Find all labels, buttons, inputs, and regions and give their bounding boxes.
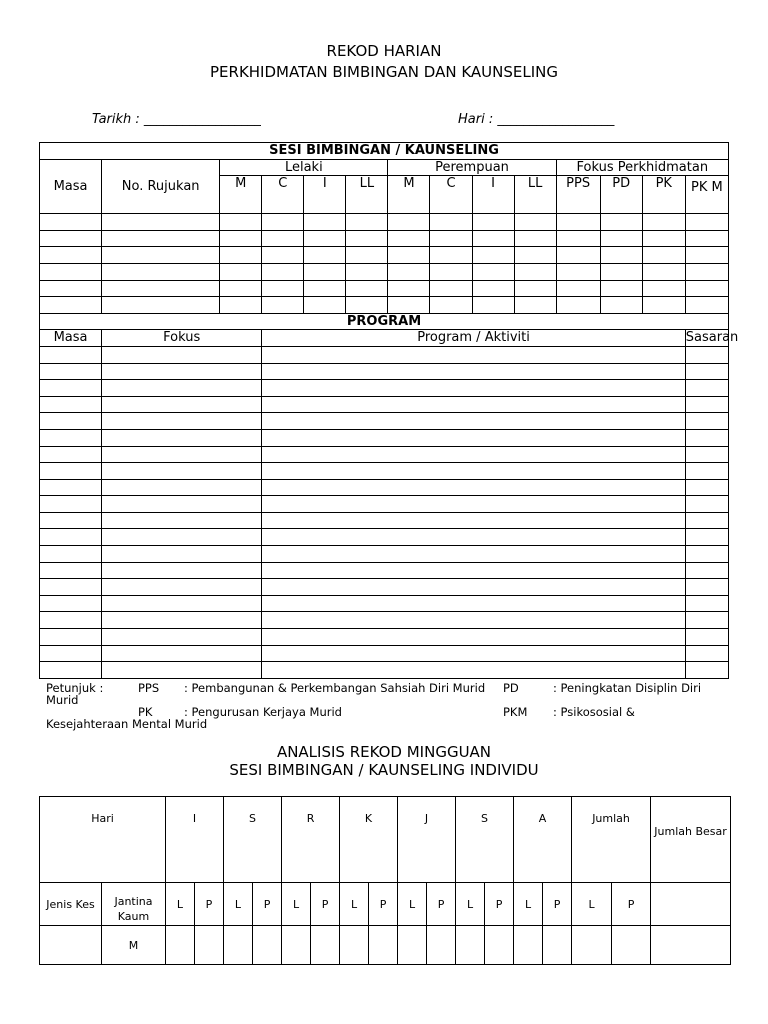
entry-cell[interactable] bbox=[685, 463, 728, 480]
entry-cell[interactable] bbox=[304, 297, 346, 314]
entry-cell[interactable] bbox=[388, 297, 430, 314]
entry-cell[interactable] bbox=[40, 214, 102, 231]
entry-cell[interactable] bbox=[514, 214, 556, 231]
day-header: S bbox=[456, 797, 514, 883]
entry-cell[interactable] bbox=[685, 297, 728, 314]
entry-cell[interactable] bbox=[685, 363, 728, 380]
program-row bbox=[40, 662, 729, 679]
entry-cell[interactable] bbox=[346, 280, 388, 297]
entry-cell[interactable] bbox=[430, 214, 472, 231]
entry-cell[interactable] bbox=[262, 247, 304, 264]
entry-cell[interactable] bbox=[304, 280, 346, 297]
entry-cell[interactable] bbox=[40, 396, 102, 413]
entry-cell[interactable] bbox=[340, 926, 369, 965]
entry-cell[interactable] bbox=[262, 230, 304, 247]
entry-cell[interactable] bbox=[40, 662, 102, 679]
entry-cell[interactable] bbox=[685, 230, 728, 247]
entry-cell[interactable] bbox=[102, 629, 262, 646]
entry-cell[interactable] bbox=[685, 446, 728, 463]
entry-cell[interactable] bbox=[262, 512, 686, 529]
entry-cell[interactable] bbox=[430, 280, 472, 297]
entry-cell[interactable] bbox=[388, 214, 430, 231]
gender-l: L bbox=[514, 883, 543, 926]
day-header: S bbox=[224, 797, 282, 883]
entry-cell[interactable] bbox=[514, 230, 556, 247]
entry-cell[interactable] bbox=[600, 230, 642, 247]
gender-p: P bbox=[485, 883, 514, 926]
entry-cell[interactable] bbox=[220, 214, 262, 231]
entry-cell[interactable] bbox=[685, 263, 728, 280]
entry-cell[interactable] bbox=[102, 529, 262, 546]
sub-header: M bbox=[220, 176, 262, 214]
entry-cell[interactable] bbox=[262, 280, 304, 297]
entry-cell[interactable] bbox=[685, 496, 728, 513]
entry-cell[interactable] bbox=[685, 479, 728, 496]
entry-cell[interactable] bbox=[556, 280, 600, 297]
entry-cell[interactable] bbox=[262, 595, 686, 612]
program-row bbox=[40, 363, 729, 380]
jenis-kes-header: Jenis Kes bbox=[40, 883, 102, 926]
entry-cell[interactable] bbox=[102, 579, 262, 596]
program-row bbox=[40, 579, 729, 596]
petunjuk-label: Petunjuk : bbox=[46, 681, 104, 695]
entry-cell[interactable] bbox=[262, 529, 686, 546]
entry-cell[interactable] bbox=[220, 247, 262, 264]
entry-cell[interactable] bbox=[102, 562, 262, 579]
entry-cell[interactable] bbox=[40, 562, 102, 579]
entry-cell[interactable] bbox=[685, 429, 728, 446]
entry-cell[interactable] bbox=[102, 380, 262, 397]
entry-cell[interactable] bbox=[612, 926, 651, 965]
entry-cell[interactable] bbox=[102, 662, 262, 679]
hari-header: Hari bbox=[40, 797, 166, 883]
weekly-analysis-table bbox=[39, 796, 731, 965]
entry-cell[interactable] bbox=[346, 297, 388, 314]
entry-cell[interactable] bbox=[556, 230, 600, 247]
perempuan-header: Perempuan bbox=[388, 159, 556, 176]
entry-cell[interactable] bbox=[102, 346, 262, 363]
legend-desc: : Pengurusan Kerjaya Murid bbox=[184, 705, 342, 719]
legend-desc: : Psikososial & bbox=[553, 705, 635, 719]
entry-cell[interactable] bbox=[485, 926, 514, 965]
program-row bbox=[40, 496, 729, 513]
entry-cell[interactable] bbox=[102, 479, 262, 496]
entry-cell[interactable] bbox=[427, 926, 456, 965]
sub-header: PK bbox=[642, 176, 685, 214]
entry-cell[interactable] bbox=[262, 363, 686, 380]
program-row bbox=[40, 346, 729, 363]
entry-cell[interactable] bbox=[102, 363, 262, 380]
program-row bbox=[40, 463, 729, 480]
entry-cell[interactable] bbox=[40, 496, 102, 513]
entry-cell[interactable] bbox=[166, 926, 195, 965]
entry-cell[interactable] bbox=[224, 926, 253, 965]
program-row bbox=[40, 612, 729, 629]
entry-cell[interactable] bbox=[262, 380, 686, 397]
entry-cell[interactable] bbox=[262, 413, 686, 430]
entry-cell[interactable] bbox=[40, 546, 102, 563]
kaum-label: Kaum bbox=[117, 909, 150, 923]
sesi-row bbox=[40, 247, 729, 264]
entry-cell[interactable] bbox=[220, 230, 262, 247]
entry-cell[interactable] bbox=[40, 280, 102, 297]
entry-cell[interactable] bbox=[40, 479, 102, 496]
gender-l: L bbox=[224, 883, 253, 926]
entry-cell[interactable] bbox=[40, 529, 102, 546]
sesi-row bbox=[40, 230, 729, 247]
gender-l: L bbox=[456, 883, 485, 926]
entry-cell[interactable] bbox=[685, 629, 728, 646]
entry-cell[interactable] bbox=[102, 463, 262, 480]
sub-header: PK M bbox=[685, 176, 728, 214]
entry-cell[interactable] bbox=[514, 263, 556, 280]
program-row bbox=[40, 512, 729, 529]
sub-header: PD bbox=[600, 176, 642, 214]
tarikh-field[interactable]: Tarikh : __________________ bbox=[92, 112, 261, 127]
legend-code: PK bbox=[138, 705, 153, 719]
sub-header: C bbox=[262, 176, 304, 214]
entry-cell[interactable] bbox=[642, 214, 685, 231]
analisis-title: ANALISIS REKOD MINGGUAN bbox=[276, 743, 492, 761]
entry-cell[interactable] bbox=[40, 512, 102, 529]
entry-cell[interactable] bbox=[262, 662, 686, 679]
sesi-row bbox=[40, 280, 729, 297]
entry-cell[interactable] bbox=[262, 612, 686, 629]
entry-cell[interactable] bbox=[642, 230, 685, 247]
legend-code: PKM bbox=[503, 705, 528, 719]
sub-header: C bbox=[430, 176, 472, 214]
legend-desc: : Peningkatan Disiplin Diri bbox=[553, 681, 702, 695]
entry-cell[interactable] bbox=[472, 297, 514, 314]
program-sasaran-header: Sasaran bbox=[685, 330, 739, 346]
entry-cell[interactable] bbox=[253, 926, 282, 965]
entry-cell[interactable] bbox=[472, 230, 514, 247]
entry-cell[interactable] bbox=[262, 546, 686, 563]
entry-cell[interactable] bbox=[556, 214, 600, 231]
gender-l: L bbox=[166, 883, 195, 926]
entry-cell[interactable] bbox=[102, 396, 262, 413]
day-header: A bbox=[514, 797, 572, 883]
entry-cell[interactable] bbox=[40, 247, 102, 264]
entry-cell[interactable] bbox=[102, 446, 262, 463]
entry-cell[interactable] bbox=[456, 926, 485, 965]
entry-cell[interactable] bbox=[262, 463, 686, 480]
entry-cell[interactable] bbox=[262, 562, 686, 579]
entry-cell[interactable] bbox=[398, 926, 427, 965]
entry-cell[interactable] bbox=[262, 446, 686, 463]
entry-cell[interactable] bbox=[102, 546, 262, 563]
entry-cell[interactable] bbox=[369, 926, 398, 965]
entry-cell[interactable] bbox=[262, 346, 686, 363]
entry-cell[interactable] bbox=[40, 346, 102, 363]
entry-cell[interactable] bbox=[40, 363, 102, 380]
sub-header: LL bbox=[346, 176, 388, 214]
program-row bbox=[40, 479, 729, 496]
program-row bbox=[40, 396, 729, 413]
entry-cell[interactable] bbox=[514, 297, 556, 314]
program-row bbox=[40, 446, 729, 463]
entry-cell[interactable] bbox=[195, 926, 224, 965]
entry-cell[interactable] bbox=[304, 214, 346, 231]
entry-cell[interactable] bbox=[40, 579, 102, 596]
program-heading: PROGRAM bbox=[40, 313, 729, 330]
entry-cell[interactable] bbox=[388, 263, 430, 280]
legend-code: PPS bbox=[138, 681, 160, 695]
legend-continuation: Murid bbox=[46, 693, 79, 707]
entry-cell[interactable] bbox=[685, 280, 728, 297]
program-row bbox=[40, 529, 729, 546]
program-row bbox=[40, 413, 729, 430]
program-row bbox=[40, 546, 729, 563]
entry-cell[interactable] bbox=[40, 297, 102, 314]
entry-cell[interactable] bbox=[40, 595, 102, 612]
entry-cell[interactable] bbox=[102, 429, 262, 446]
gender-l: L bbox=[398, 883, 427, 926]
entry-cell[interactable] bbox=[600, 214, 642, 231]
entry-cell[interactable] bbox=[40, 446, 102, 463]
entry-cell[interactable] bbox=[556, 263, 600, 280]
entry-cell[interactable] bbox=[102, 230, 220, 247]
entry-cell[interactable] bbox=[572, 926, 612, 965]
kaum-m: M bbox=[102, 926, 166, 965]
entry-cell[interactable] bbox=[685, 413, 728, 430]
entry-cell[interactable] bbox=[543, 926, 572, 965]
entry-cell[interactable] bbox=[262, 396, 686, 413]
entry-cell[interactable] bbox=[514, 280, 556, 297]
entry-cell[interactable] bbox=[685, 562, 728, 579]
masa-header: Masa bbox=[40, 159, 102, 214]
document-title: REKOD HARIAN bbox=[326, 42, 442, 60]
entry-cell[interactable] bbox=[685, 247, 728, 264]
gender-p: P bbox=[369, 883, 398, 926]
entry-cell[interactable] bbox=[430, 297, 472, 314]
entry-cell[interactable] bbox=[262, 579, 686, 596]
entry-cell[interactable] bbox=[642, 247, 685, 264]
jumlah-header: Jumlah bbox=[572, 797, 651, 883]
entry-cell[interactable] bbox=[304, 263, 346, 280]
entry-cell[interactable] bbox=[262, 629, 686, 646]
entry-cell[interactable] bbox=[651, 926, 731, 965]
sub-header: I bbox=[304, 176, 346, 214]
sesi-row bbox=[40, 297, 729, 314]
entry-cell[interactable] bbox=[685, 214, 728, 231]
entry-cell[interactable] bbox=[102, 645, 262, 662]
program-row bbox=[40, 429, 729, 446]
entry-cell[interactable] bbox=[304, 230, 346, 247]
entry-cell[interactable] bbox=[642, 280, 685, 297]
sub-header: M bbox=[388, 176, 430, 214]
entry-cell[interactable] bbox=[262, 479, 686, 496]
entry-cell[interactable] bbox=[346, 263, 388, 280]
entry-cell[interactable] bbox=[40, 612, 102, 629]
entry-cell[interactable] bbox=[102, 280, 220, 297]
entry-cell[interactable] bbox=[220, 280, 262, 297]
entry-cell[interactable] bbox=[556, 247, 600, 264]
entry-cell[interactable] bbox=[102, 512, 262, 529]
document-subtitle: PERKHIDMATAN BIMBINGAN DAN KAUNSELING bbox=[210, 63, 558, 81]
entry-cell[interactable] bbox=[685, 662, 728, 679]
entry-cell[interactable] bbox=[311, 926, 340, 965]
entry-cell[interactable] bbox=[40, 380, 102, 397]
sesi-row bbox=[40, 263, 729, 280]
jumlah-besar-header: Jumlah Besar bbox=[651, 797, 731, 883]
entry-cell[interactable] bbox=[220, 263, 262, 280]
entry-cell[interactable] bbox=[346, 230, 388, 247]
entry-cell[interactable] bbox=[346, 214, 388, 231]
entry-cell[interactable] bbox=[472, 280, 514, 297]
sesi-heading: SESI BIMBINGAN / KAUNSELING bbox=[40, 143, 729, 160]
entry-cell[interactable] bbox=[262, 297, 304, 314]
jumlah-besar-cell[interactable] bbox=[651, 883, 731, 926]
entry-cell[interactable] bbox=[556, 297, 600, 314]
entry-cell[interactable] bbox=[388, 280, 430, 297]
entry-cell[interactable] bbox=[40, 463, 102, 480]
entry-cell[interactable] bbox=[102, 247, 220, 264]
sub-header: PPS bbox=[556, 176, 600, 214]
gender-p: P bbox=[427, 883, 456, 926]
gender-p: P bbox=[612, 883, 651, 926]
entry-cell[interactable] bbox=[685, 546, 728, 563]
entry-cell[interactable] bbox=[388, 230, 430, 247]
entry-cell[interactable] bbox=[40, 429, 102, 446]
entry-cell[interactable] bbox=[102, 496, 262, 513]
entry-cell[interactable] bbox=[600, 263, 642, 280]
entry-cell[interactable] bbox=[430, 247, 472, 264]
entry-cell[interactable] bbox=[685, 512, 728, 529]
entry-cell[interactable] bbox=[514, 926, 543, 965]
program-row bbox=[40, 562, 729, 579]
entry-cell[interactable] bbox=[600, 247, 642, 264]
program-fokus-header: Fokus bbox=[102, 330, 262, 347]
sub-header: LL bbox=[514, 176, 556, 214]
entry-cell[interactable] bbox=[262, 645, 686, 662]
program-masa-header: Masa bbox=[40, 330, 102, 347]
entry-cell[interactable] bbox=[282, 926, 311, 965]
entry-cell[interactable] bbox=[685, 612, 728, 629]
entry-cell[interactable] bbox=[472, 247, 514, 264]
gender-p: P bbox=[195, 883, 224, 926]
entry-cell[interactable] bbox=[262, 214, 304, 231]
lelaki-header: Lelaki bbox=[220, 159, 388, 176]
jantina-label: Jantina bbox=[114, 894, 153, 908]
sub-header: I bbox=[472, 176, 514, 214]
entry-cell[interactable] bbox=[430, 263, 472, 280]
legend-desc: : Pembangunan & Perkembangan Sahsiah Diri Murid bbox=[184, 681, 486, 695]
sesi-row bbox=[40, 214, 729, 231]
entry-cell[interactable] bbox=[102, 263, 220, 280]
entry-cell[interactable] bbox=[262, 496, 686, 513]
entry-cell[interactable] bbox=[685, 396, 728, 413]
gender-l: L bbox=[572, 883, 612, 926]
entry-cell[interactable] bbox=[685, 579, 728, 596]
entry-cell[interactable] bbox=[40, 413, 102, 430]
entry-cell[interactable] bbox=[685, 380, 728, 397]
legend-code: PD bbox=[503, 681, 519, 695]
program-row bbox=[40, 645, 729, 662]
fokus-header: Fokus Perkhidmatan bbox=[556, 159, 728, 176]
entry-cell[interactable] bbox=[472, 214, 514, 231]
entry-cell[interactable] bbox=[102, 413, 262, 430]
day-header: K bbox=[340, 797, 398, 883]
entry-cell[interactable] bbox=[40, 263, 102, 280]
entry-cell[interactable] bbox=[40, 645, 102, 662]
gender-p: P bbox=[543, 883, 572, 926]
program-row bbox=[40, 380, 729, 397]
daily-record-table bbox=[39, 142, 739, 679]
jenis-kes-cell[interactable] bbox=[40, 926, 102, 965]
entry-cell[interactable] bbox=[642, 263, 685, 280]
entry-cell[interactable] bbox=[685, 529, 728, 546]
entry-cell[interactable] bbox=[40, 629, 102, 646]
entry-cell[interactable] bbox=[304, 247, 346, 264]
gender-l: L bbox=[340, 883, 369, 926]
day-header: R bbox=[282, 797, 340, 883]
entry-cell[interactable] bbox=[600, 297, 642, 314]
entry-cell[interactable] bbox=[102, 214, 220, 231]
program-row bbox=[40, 595, 729, 612]
entry-cell[interactable] bbox=[685, 595, 728, 612]
program-aktiviti-header: Program / Aktiviti bbox=[262, 330, 686, 347]
entry-cell[interactable] bbox=[685, 346, 728, 363]
entry-cell[interactable] bbox=[262, 429, 686, 446]
entry-cell[interactable] bbox=[430, 230, 472, 247]
rujukan-header: No. Rujukan bbox=[102, 159, 220, 214]
gender-p: P bbox=[311, 883, 340, 926]
jantina-kaum-header bbox=[102, 883, 166, 926]
entry-cell[interactable] bbox=[642, 297, 685, 314]
entry-cell[interactable] bbox=[102, 612, 262, 629]
program-row bbox=[40, 629, 729, 646]
entry-cell[interactable] bbox=[102, 595, 262, 612]
gender-p: P bbox=[253, 883, 282, 926]
day-header: J bbox=[398, 797, 456, 883]
entry-cell[interactable] bbox=[262, 263, 304, 280]
entry-cell[interactable] bbox=[40, 230, 102, 247]
entry-cell[interactable] bbox=[102, 297, 220, 314]
entry-cell[interactable] bbox=[685, 645, 728, 662]
entry-cell[interactable] bbox=[220, 297, 262, 314]
entry-cell[interactable] bbox=[388, 247, 430, 264]
gender-l: L bbox=[282, 883, 311, 926]
entry-cell[interactable] bbox=[346, 247, 388, 264]
legend-continuation: Kesejahteraan Mental Murid bbox=[46, 717, 208, 731]
analisis-subtitle: SESI BIMBINGAN / KAUNSELING INDIVIDU bbox=[229, 761, 539, 779]
entry-cell[interactable] bbox=[514, 247, 556, 264]
entry-cell[interactable] bbox=[600, 280, 642, 297]
day-header: I bbox=[166, 797, 224, 883]
hari-field[interactable]: Hari : __________________ bbox=[458, 112, 615, 127]
entry-cell[interactable] bbox=[472, 263, 514, 280]
